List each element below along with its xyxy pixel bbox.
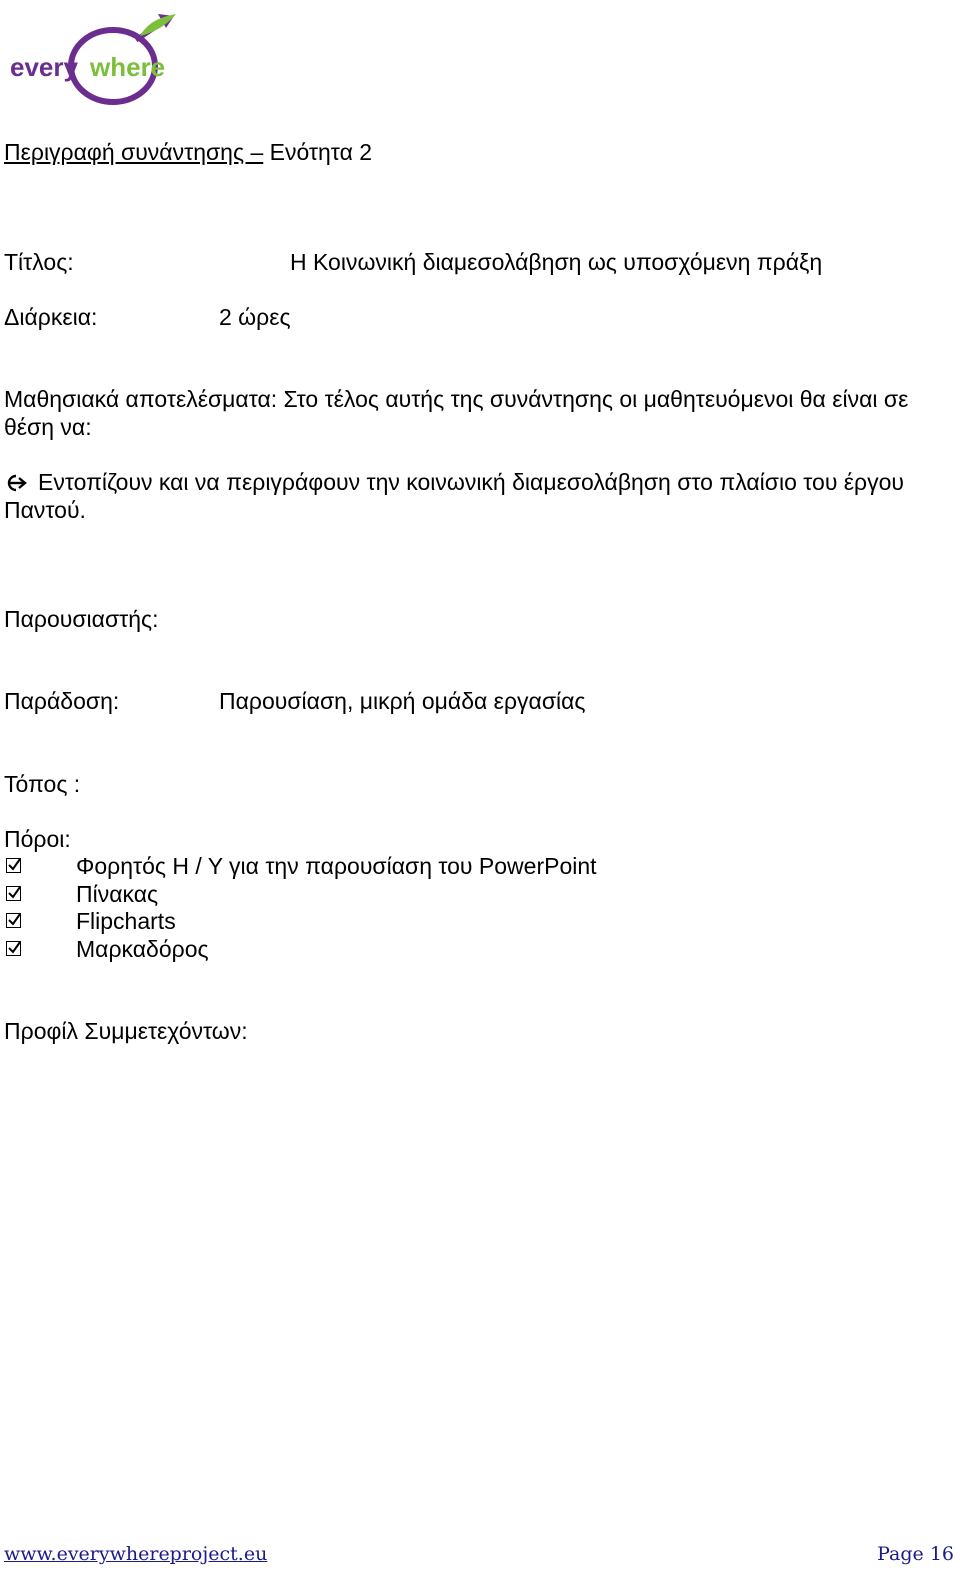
delivery-label: Παράδοση:: [4, 688, 120, 714]
resources-label: Πόροι:: [4, 826, 71, 852]
list-item: [0, 880, 700, 908]
heading-underlined: Περιγραφή συνάντησης –: [4, 139, 264, 165]
resource-item: Πίνακας: [76, 881, 159, 907]
profile-label: Προφίλ Συμμετεχόντων:: [4, 1018, 248, 1044]
checkbox-checked-icon: [6, 941, 21, 956]
page-number: Page 16: [877, 1543, 954, 1565]
list-item: [0, 852, 700, 880]
duration-label: Διάρκεια:: [4, 304, 98, 330]
list-item: [0, 935, 700, 963]
resource-item: Φορητός Η / Υ για την παρουσίαση του PowerPoint: [76, 853, 597, 879]
checkbox-checked-icon: [6, 886, 21, 901]
resource-item: Μαρκαδόρος: [76, 936, 209, 962]
title-value: Η Κοινωνική διαμεσολάβηση ως υποσχόμενη πράξη: [290, 249, 823, 275]
duration-value: 2 ώρες: [219, 304, 291, 330]
checkbox-checked-icon: [6, 913, 21, 928]
title-label: Τίτλος:: [4, 249, 74, 275]
outcome-bullet-line1: Εντοπίζουν και να περιγράφουν την κοινωνική διαμεσολάβηση στο πλαίσιο του έργου: [38, 469, 905, 495]
presenter-label: Παρουσιαστής:: [4, 606, 159, 632]
logo-text-where: where: [90, 52, 166, 82]
section-heading: [4, 138, 372, 166]
footer-url-link[interactable]: www.everywhereproject.eu: [4, 1543, 268, 1565]
outcomes-line2: θέση να:: [4, 414, 92, 440]
outcomes-line1: Μαθησιακά αποτελέσματα: Στο τέλος αυτής της συνάντησης οι μαθητευόμενοι θα είναι σε: [4, 386, 909, 412]
heading-rest: Ενότητα 2: [263, 139, 373, 165]
list-item: [0, 907, 700, 935]
delivery-value: Παρουσίαση, μικρή ομάδα εργασίας: [219, 688, 586, 714]
place-label: Τόπος :: [4, 771, 81, 797]
logo-text-every: every: [10, 52, 78, 82]
resource-item: Flipcharts: [76, 908, 176, 934]
checkbox-checked-icon: [6, 858, 21, 873]
arrow-right-circle-icon: [6, 474, 28, 492]
outcome-bullet-line2: Παντού.: [4, 497, 86, 523]
everywhere-logo: [8, 10, 180, 106]
